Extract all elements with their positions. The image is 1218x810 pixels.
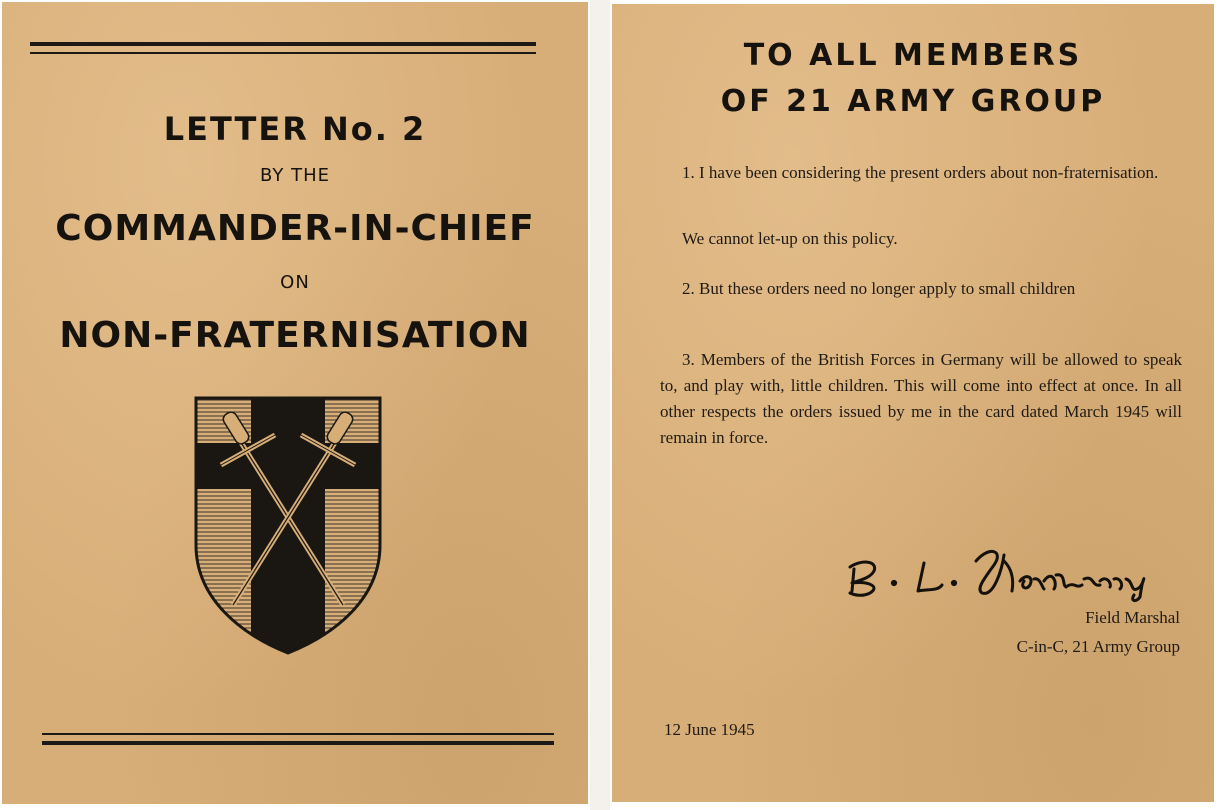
letter-date: 12 June 1945	[664, 720, 755, 739]
cover-commander-title: COMMANDER-IN-CHIEF	[55, 208, 535, 249]
paragraph-1: 1. I have been considering the present orders about non-fraternisation.	[682, 163, 1159, 182]
bottom-rule-thick	[42, 741, 554, 745]
shield-crossed-swords-icon	[193, 395, 383, 657]
page-gutter	[590, 0, 610, 810]
cover-letter-number: LETTER No. 2	[163, 110, 427, 148]
cover-on: ON	[280, 272, 310, 293]
letter-heading-line1: TO ALL MEMBERS	[743, 38, 1083, 73]
paragraph-2: 2. But these orders need no longer apply to small children	[682, 279, 1076, 298]
paragraph-3: 3. Members of the British Forces in Germany will be allowed to speak to, and play with, little children. This will come into effect at once. In all other respects the orders issued by me in the card dated March 1945 will remain in force.	[660, 350, 1182, 447]
cover-by-the: BY THE	[260, 165, 330, 186]
top-rule-thin	[30, 52, 536, 54]
signatory-rank: Field Marshal	[1085, 608, 1180, 627]
top-rule-thick	[30, 42, 536, 46]
cover-subject: NON-FRATERNISATION	[59, 315, 531, 356]
cover-page	[2, 2, 588, 804]
paragraph-1b: We cannot let-up on this policy.	[682, 229, 898, 248]
bottom-rule-thin	[42, 733, 554, 735]
letter-page	[612, 4, 1214, 802]
signatory-title: C-in-C, 21 Army Group	[1016, 637, 1180, 656]
signature	[844, 539, 1184, 609]
letter-heading-line2: OF 21 ARMY GROUP	[720, 84, 1106, 119]
